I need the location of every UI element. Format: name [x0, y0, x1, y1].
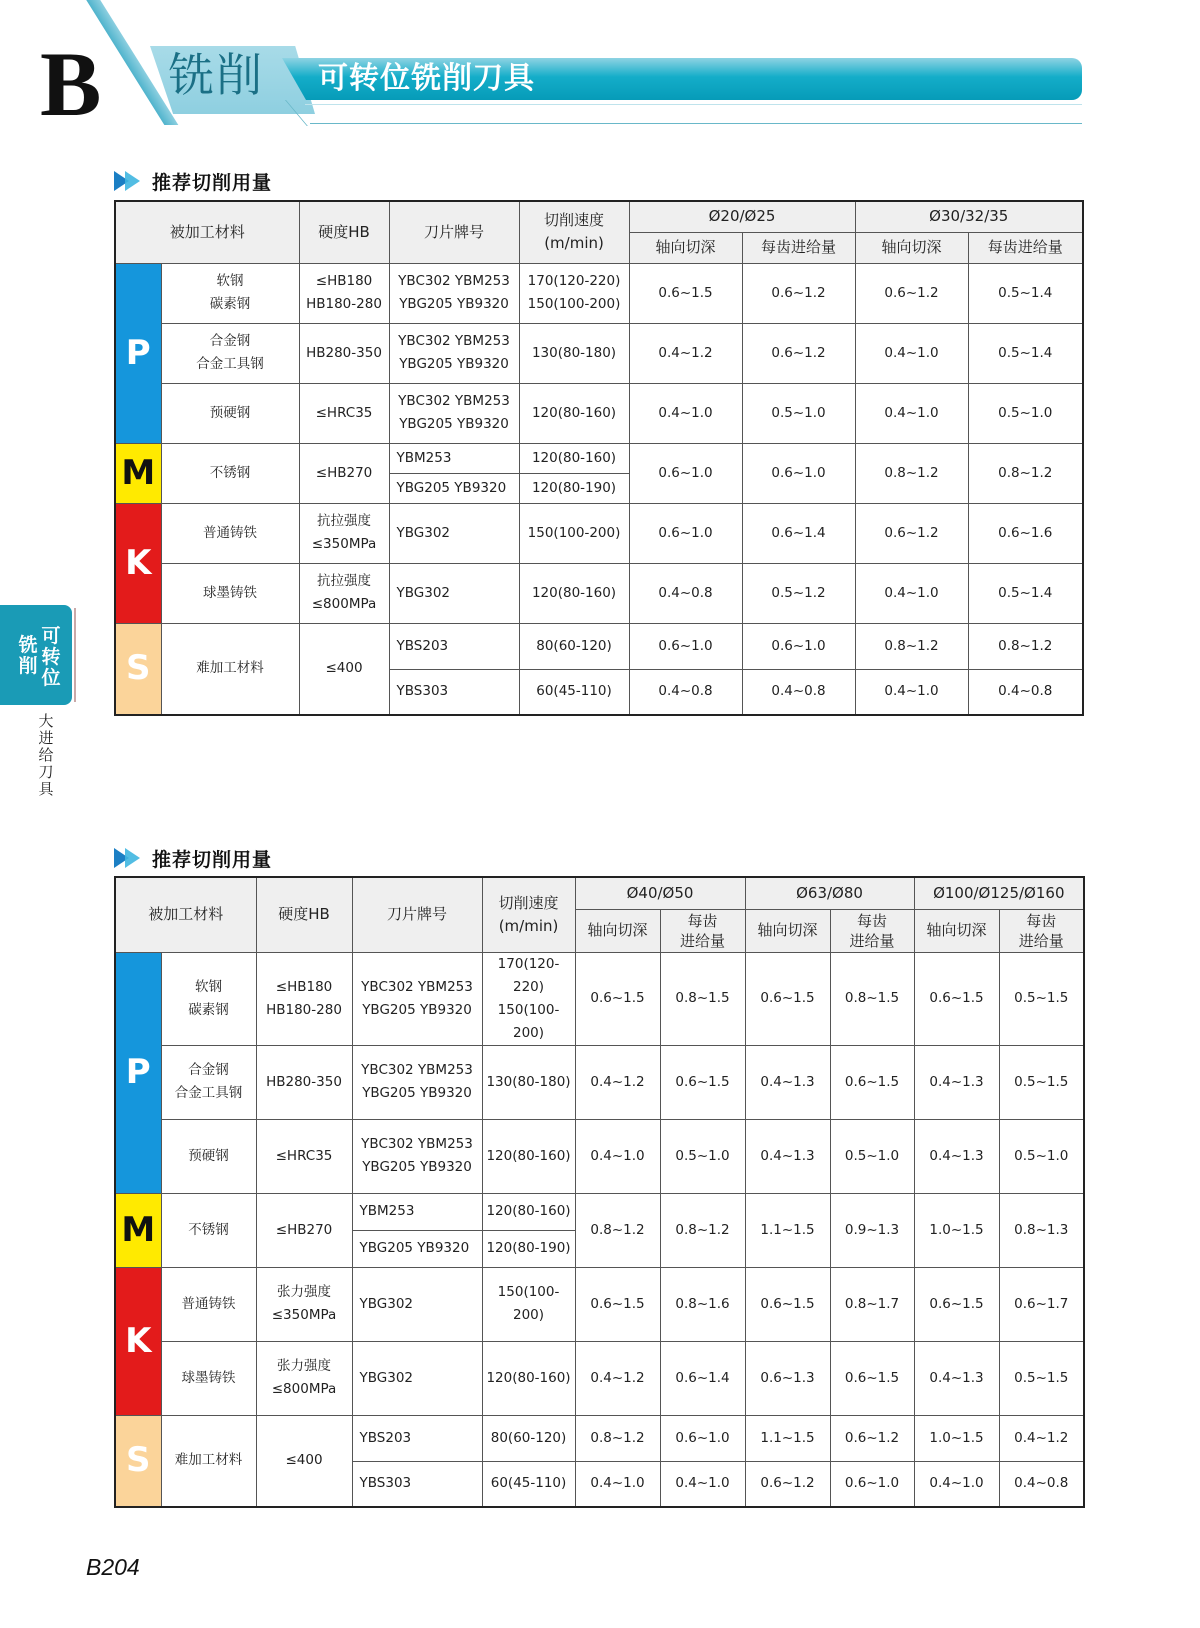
- side-tab-divider: [74, 608, 76, 702]
- value-cell: 0.6~1.2: [742, 323, 855, 383]
- header-axial-depth: 轴向切深: [745, 909, 830, 952]
- value-cell: 0.4~1.2: [575, 1341, 660, 1415]
- chapter-letter: B: [40, 33, 100, 135]
- value-cell: 0.6~1.2: [742, 263, 855, 323]
- grade-cell: YBM253: [352, 1193, 482, 1230]
- value-cell: 0.5~1.0: [968, 383, 1083, 443]
- header-rule-bottom: [310, 123, 1082, 124]
- value-cell: 0.6~1.0: [830, 1461, 914, 1507]
- value-cell: 0.4~1.2: [575, 1045, 660, 1119]
- value-cell: 0.6~1.5: [575, 952, 660, 1045]
- header-diameter-group: Ø30/32/35: [855, 201, 1083, 232]
- grade-cell: YBC302 YBM253 YBG205 YB9320: [352, 1119, 482, 1193]
- grade-cell: YBG302: [352, 1267, 482, 1341]
- grade-cell: YBC302 YBM253 YBG205 YB9320: [352, 1045, 482, 1119]
- table-row: [115, 1267, 1084, 1341]
- value-cell: 0.4~0.8: [999, 1461, 1084, 1507]
- header-feed-per-tooth: 每齿 进给量: [660, 909, 745, 952]
- value-cell: 0.4~0.8: [629, 563, 742, 623]
- speed-cell: 120(80-160): [519, 443, 629, 473]
- value-cell: 0.8~1.2: [855, 443, 968, 503]
- table-row: [115, 1119, 1084, 1193]
- value-cell: 1.0~1.5: [914, 1193, 999, 1267]
- value-cell: 0.8~1.6: [660, 1267, 745, 1341]
- table-row: [115, 443, 1083, 473]
- grade-cell: YBG205 YB9320: [352, 1230, 482, 1267]
- header-feed-per-tooth: 每齿进给量: [742, 232, 855, 263]
- header-grade: 刀片牌号: [389, 201, 519, 263]
- table-row: [115, 323, 1083, 383]
- hardness-cell: HB280-350: [299, 323, 389, 383]
- header-rule-top: [305, 104, 1082, 105]
- side-tab-label-2: 可转位: [41, 625, 61, 689]
- value-cell: 0.8~1.2: [575, 1193, 660, 1267]
- header-feed-per-tooth: 每齿 进给量: [999, 909, 1084, 952]
- grade-cell: YBC302 YBM253 YBG205 YB9320: [389, 383, 519, 443]
- table-row: [115, 623, 1083, 669]
- value-cell: 0.6~1.0: [742, 443, 855, 503]
- table-row: [115, 503, 1083, 563]
- header-speed: 切削速度 (m/min): [519, 201, 629, 263]
- material-cell: 合金钢 合金工具钢: [161, 1045, 256, 1119]
- hardness-cell: ≤HB270: [299, 443, 389, 503]
- value-cell: 0.5~1.5: [999, 1045, 1084, 1119]
- hardness-cell: 抗拉强度 ≤350MPa: [299, 503, 389, 563]
- value-cell: 0.5~1.4: [968, 563, 1083, 623]
- header-axial-depth: 轴向切深: [914, 909, 999, 952]
- grade-cell: YBG302: [389, 503, 519, 563]
- hardness-cell: ≤HB270: [256, 1193, 352, 1267]
- value-cell: 0.6~1.5: [914, 1267, 999, 1341]
- double-arrow-icon: [114, 171, 144, 191]
- speed-cell: 150(100-200): [482, 1267, 575, 1341]
- value-cell: 0.4~1.0: [575, 1119, 660, 1193]
- iso-group-p: P: [115, 952, 161, 1193]
- material-cell: 软钢 碳素钢: [161, 952, 256, 1045]
- cutting-data-table-2: [114, 876, 1085, 1508]
- speed-cell: 80(60-120): [482, 1415, 575, 1461]
- hardness-cell: ≤400: [256, 1415, 352, 1507]
- value-cell: 0.6~1.4: [660, 1341, 745, 1415]
- speed-cell: 120(80-160): [482, 1341, 575, 1415]
- value-cell: 0.4~1.0: [914, 1461, 999, 1507]
- speed-cell: 170(120-220) 150(100-200): [519, 263, 629, 323]
- grade-cell: YBC302 YBM253 YBG205 YB9320: [352, 952, 482, 1045]
- value-cell: 0.6~1.2: [830, 1415, 914, 1461]
- value-cell: 0.4~0.8: [968, 669, 1083, 715]
- table-row: [115, 563, 1083, 623]
- value-cell: 1.0~1.5: [914, 1415, 999, 1461]
- header-speed: 切削速度 (m/min): [482, 877, 575, 952]
- speed-cell: 150(100-200): [519, 503, 629, 563]
- value-cell: 0.4~1.0: [855, 563, 968, 623]
- material-cell: 普通铸铁: [161, 1267, 256, 1341]
- material-cell: 普通铸铁: [161, 503, 299, 563]
- value-cell: 0.6~1.5: [830, 1341, 914, 1415]
- grade-cell: YBS203: [352, 1415, 482, 1461]
- value-cell: 0.5~1.5: [999, 952, 1084, 1045]
- grade-cell: YBG302: [389, 563, 519, 623]
- value-cell: 0.8~1.2: [575, 1415, 660, 1461]
- speed-cell: 130(80-180): [519, 323, 629, 383]
- value-cell: 0.8~1.2: [968, 623, 1083, 669]
- iso-group-k: K: [115, 1267, 161, 1415]
- header-feed-per-tooth: 每齿 进给量: [830, 909, 914, 952]
- hardness-cell: ≤400: [299, 623, 389, 715]
- grade-cell: YBC302 YBM253 YBG205 YB9320: [389, 323, 519, 383]
- value-cell: 0.8~1.3: [999, 1193, 1084, 1267]
- value-cell: 0.8~1.2: [855, 623, 968, 669]
- value-cell: 0.9~1.3: [830, 1193, 914, 1267]
- section-title-2: [114, 845, 272, 871]
- hardness-cell: 抗拉强度 ≤800MPa: [299, 563, 389, 623]
- value-cell: 0.6~1.0: [629, 503, 742, 563]
- value-cell: 0.6~1.6: [968, 503, 1083, 563]
- value-cell: 0.4~1.0: [855, 669, 968, 715]
- value-cell: 0.6~1.5: [575, 1267, 660, 1341]
- value-cell: 0.6~1.2: [745, 1461, 830, 1507]
- value-cell: 0.4~0.8: [629, 669, 742, 715]
- iso-group-s: S: [115, 623, 161, 715]
- table-row: [115, 383, 1083, 443]
- value-cell: 0.8~1.2: [660, 1193, 745, 1267]
- cutting-data-table-1: [114, 200, 1084, 716]
- header-axial-depth: 轴向切深: [575, 909, 660, 952]
- value-cell: 0.6~1.2: [855, 263, 968, 323]
- grade-cell: YBS303: [352, 1461, 482, 1507]
- hardness-cell: ≤HB180 HB180-280: [256, 952, 352, 1045]
- table-row: [115, 1045, 1084, 1119]
- speed-cell: 130(80-180): [482, 1045, 575, 1119]
- material-cell: 难加工材料: [161, 623, 299, 715]
- grade-cell: YBG302: [352, 1341, 482, 1415]
- value-cell: 0.4~1.2: [999, 1415, 1084, 1461]
- material-cell: 软钢 碳素钢: [161, 263, 299, 323]
- header-material: 被加工材料: [115, 877, 256, 952]
- section-title-1: [114, 168, 272, 194]
- value-cell: 0.6~1.5: [830, 1045, 914, 1119]
- value-cell: 0.4~1.2: [629, 323, 742, 383]
- speed-cell: 120(80-160): [519, 383, 629, 443]
- speed-cell: 120(80-160): [519, 563, 629, 623]
- header-diameter-group: Ø20/Ø25: [629, 201, 855, 232]
- material-cell: 不锈钢: [161, 1193, 256, 1267]
- speed-cell: 120(80-160): [482, 1193, 575, 1230]
- section-label: 铣削: [168, 48, 264, 102]
- speed-cell: 120(80-160): [482, 1119, 575, 1193]
- hardness-cell: 张力强度 ≤350MPa: [256, 1267, 352, 1341]
- value-cell: 0.5~1.4: [968, 263, 1083, 323]
- value-cell: 1.1~1.5: [745, 1193, 830, 1267]
- material-cell: 球墨铸铁: [161, 1341, 256, 1415]
- value-cell: 0.6~1.0: [742, 623, 855, 669]
- value-cell: 0.4~1.0: [575, 1461, 660, 1507]
- value-cell: 0.4~1.3: [914, 1045, 999, 1119]
- value-cell: 0.6~1.5: [745, 1267, 830, 1341]
- hardness-cell: ≤HB180 HB180-280: [299, 263, 389, 323]
- side-tab-subtitle: 大进给刀具: [38, 712, 54, 798]
- material-cell: 不锈钢: [161, 443, 299, 503]
- table-row: [115, 1415, 1084, 1461]
- table-row: [115, 1193, 1084, 1230]
- iso-group-p: P: [115, 263, 161, 443]
- value-cell: 1.1~1.5: [745, 1415, 830, 1461]
- header-feed-per-tooth: 每齿进给量: [968, 232, 1083, 263]
- material-cell: 难加工材料: [161, 1415, 256, 1507]
- hardness-cell: HB280-350: [256, 1045, 352, 1119]
- value-cell: 0.6~1.0: [629, 623, 742, 669]
- iso-group-m: M: [115, 443, 161, 503]
- value-cell: 0.8~1.5: [660, 952, 745, 1045]
- value-cell: 0.5~1.0: [742, 383, 855, 443]
- value-cell: 0.8~1.5: [830, 952, 914, 1045]
- grade-cell: YBM253: [389, 443, 519, 473]
- value-cell: 0.6~1.7: [999, 1267, 1084, 1341]
- header-grade: 刀片牌号: [352, 877, 482, 952]
- speed-cell: 170(120-220) 150(100-200): [482, 952, 575, 1045]
- value-cell: 0.4~1.0: [855, 383, 968, 443]
- hardness-cell: 张力强度 ≤800MPa: [256, 1341, 352, 1415]
- value-cell: 0.5~1.4: [968, 323, 1083, 383]
- header-diameter-group: Ø100/Ø125/Ø160: [914, 877, 1084, 909]
- double-arrow-icon: [114, 848, 144, 868]
- hardness-cell: ≤HRC35: [256, 1119, 352, 1193]
- material-cell: 预硬钢: [161, 1119, 256, 1193]
- value-cell: 0.8~1.7: [830, 1267, 914, 1341]
- header-diameter-group: Ø63/Ø80: [745, 877, 914, 909]
- grade-cell: YBS303: [389, 669, 519, 715]
- value-cell: 0.5~1.0: [830, 1119, 914, 1193]
- value-cell: 0.6~1.2: [855, 503, 968, 563]
- speed-cell: 60(45-110): [519, 669, 629, 715]
- speed-cell: 80(60-120): [519, 623, 629, 669]
- value-cell: 0.5~1.5: [999, 1341, 1084, 1415]
- header-hardness: 硬度HB: [256, 877, 352, 952]
- iso-group-m: M: [115, 1193, 161, 1267]
- table-row: [115, 263, 1083, 323]
- page-number: B204: [86, 1554, 140, 1580]
- value-cell: 0.6~1.0: [660, 1415, 745, 1461]
- header-diameter-group: Ø40/Ø50: [575, 877, 745, 909]
- grade-cell: YBG205 YB9320: [389, 473, 519, 503]
- value-cell: 0.5~1.0: [660, 1119, 745, 1193]
- value-cell: 0.6~1.5: [745, 952, 830, 1045]
- value-cell: 0.6~1.0: [629, 443, 742, 503]
- value-cell: 0.4~1.3: [914, 1119, 999, 1193]
- header-axial-depth: 轴向切深: [629, 232, 742, 263]
- iso-group-s: S: [115, 1415, 161, 1507]
- value-cell: 0.8~1.2: [968, 443, 1083, 503]
- speed-cell: 60(45-110): [482, 1461, 575, 1507]
- value-cell: 0.4~0.8: [742, 669, 855, 715]
- value-cell: 0.6~1.4: [742, 503, 855, 563]
- value-cell: 0.6~1.5: [629, 263, 742, 323]
- value-cell: 0.4~1.3: [745, 1045, 830, 1119]
- value-cell: 0.5~1.2: [742, 563, 855, 623]
- value-cell: 0.6~1.3: [745, 1341, 830, 1415]
- speed-cell: 120(80-190): [519, 473, 629, 503]
- material-cell: 合金钢 合金工具钢: [161, 323, 299, 383]
- value-cell: 0.5~1.0: [999, 1119, 1084, 1193]
- section-title-text: 推荐切削用量: [152, 848, 273, 871]
- table-row: [115, 1341, 1084, 1415]
- value-cell: 0.6~1.5: [660, 1045, 745, 1119]
- material-cell: 球墨铸铁: [161, 563, 299, 623]
- hardness-cell: ≤HRC35: [299, 383, 389, 443]
- grade-cell: YBC302 YBM253 YBG205 YB9320: [389, 263, 519, 323]
- iso-group-k: K: [115, 503, 161, 623]
- header-hardness: 硬度HB: [299, 201, 389, 263]
- value-cell: 0.4~1.3: [914, 1341, 999, 1415]
- side-tab-label-1: 铣削: [18, 634, 38, 677]
- value-cell: 0.4~1.0: [660, 1461, 745, 1507]
- section-title-text: 推荐切削用量: [152, 171, 273, 194]
- material-cell: 预硬钢: [161, 383, 299, 443]
- speed-cell: 120(80-190): [482, 1230, 575, 1267]
- page-title: 可转位铣削刀具: [318, 61, 535, 96]
- grade-cell: YBS203: [389, 623, 519, 669]
- value-cell: 0.4~1.3: [745, 1119, 830, 1193]
- header-axial-depth: 轴向切深: [855, 232, 968, 263]
- value-cell: 0.4~1.0: [855, 323, 968, 383]
- table-row: [115, 952, 1084, 1045]
- value-cell: 0.6~1.5: [914, 952, 999, 1045]
- header-material: 被加工材料: [115, 201, 299, 263]
- value-cell: 0.4~1.0: [629, 383, 742, 443]
